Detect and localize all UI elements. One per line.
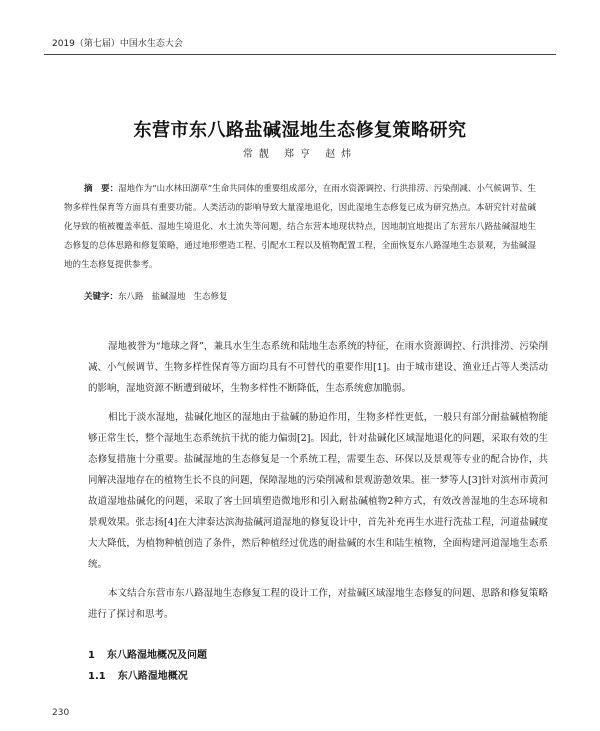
header-rule bbox=[44, 54, 556, 55]
running-header: 2019（第七届）中国水生态大会 bbox=[52, 39, 183, 49]
section-title: 东八路湿地概况及问题 bbox=[106, 650, 207, 661]
abstract-label: 摘 要： bbox=[84, 184, 119, 194]
keyword: 东八路 bbox=[118, 292, 144, 302]
section-heading bbox=[88, 646, 207, 661]
subsection-title: 东八路湿地概况 bbox=[117, 671, 188, 682]
keywords-label: 关键字： bbox=[84, 292, 119, 302]
keywords bbox=[84, 290, 536, 304]
author-list bbox=[0, 145, 600, 160]
subsection-heading bbox=[88, 667, 188, 682]
author: 常靓 bbox=[242, 149, 275, 160]
abstract bbox=[64, 180, 536, 275]
author: 赵炜 bbox=[325, 149, 358, 160]
section-number: 1 bbox=[88, 650, 95, 661]
paragraph: 湿地被誉为“地球之肾”，兼具水生生态系统和陆地生态系统的特征，在雨水资源调控、行洪排涝、污染削减、小气候调节、生物多样性保育等方面均具有不可替代的重要作用[1]。由于城市建设、渔业迁占等人类活动的影响，湿地资源不断遭到破坏，生物多样性不断降低，生态系统愈加脆弱。 bbox=[88, 341, 548, 394]
paper-title: 东营市东八路盐碱湿地生态修复策略研究 bbox=[133, 120, 467, 141]
abstract-text: 湿地作为“山水林田湖草”生命共同体的重要组成部分，在雨水资源调控、行洪排涝、污染削减、小气候调节、生物多样性保育等方面具有重要功能。人类活动的影响导致大量湿地退化，因此湿地生态修复已成为研究热点。本研究针对盐碱化导致的植被覆盖率低、湿地生境退化、水土流失等问题，结合东营本地现状特点，因地制宜地提出了东营东八路盐碱湿地生态修复的总体思路和修复策略，通过地形塑造工程、引配水工程以及植物配置工程，全面恢复东八路湿地生态景观，为盐碱湿地的生态修复提供参考。 bbox=[64, 184, 536, 270]
page-number: 230 bbox=[52, 708, 70, 718]
keyword: 生态修复 bbox=[193, 292, 228, 302]
author: 郑亨 bbox=[284, 149, 316, 160]
paragraph: 相比于淡水湿地，盐碱化地区的湿地由于盐碱的胁迫作用，生物多样性更低，一般只有部分耐盐碱植物能够正常生长，整个湿地生态系统抗干扰的能力偏弱[2]。因此，针对盐碱化区域湿地退化的问题，采取有效的生态修复措施十分重要。盐碱湿地的生态修复是一个系统工程，需要生态、环保以及景观等专业的配合协作，共同解决湿地存在的植物生长不良的问题，保障湿地的污染削减和景观游憩效果。崔一梦等人[3]针对滨州市黄河故道湿地盐碱化的问题，采取了客土回填塑造微地形和引入耐盐碱植物2种方式，有效改善湿地的生态环境和景观效果。张志扬[4]在大津泰达滨海盐碱河道湿地的修复设计中，首先补充再生水进行洗盐工程，河道盐碱度大大降低，为植物种植创造了条件，然后种植经过优选的耐盐碱的水生和陆生植物，全面构建河道湿地生态系统。 bbox=[88, 412, 548, 570]
subsection-number: 1.1 bbox=[88, 671, 106, 682]
body-text bbox=[88, 336, 548, 633]
keyword: 盐碱湿地 bbox=[151, 292, 186, 302]
paragraph: 本文结合东营市东八路湿地生态修复工程的设计工作，对盐碱区域湿地生态修复的问题、思路和修复策略进行了探讨和思考。 bbox=[88, 588, 548, 620]
